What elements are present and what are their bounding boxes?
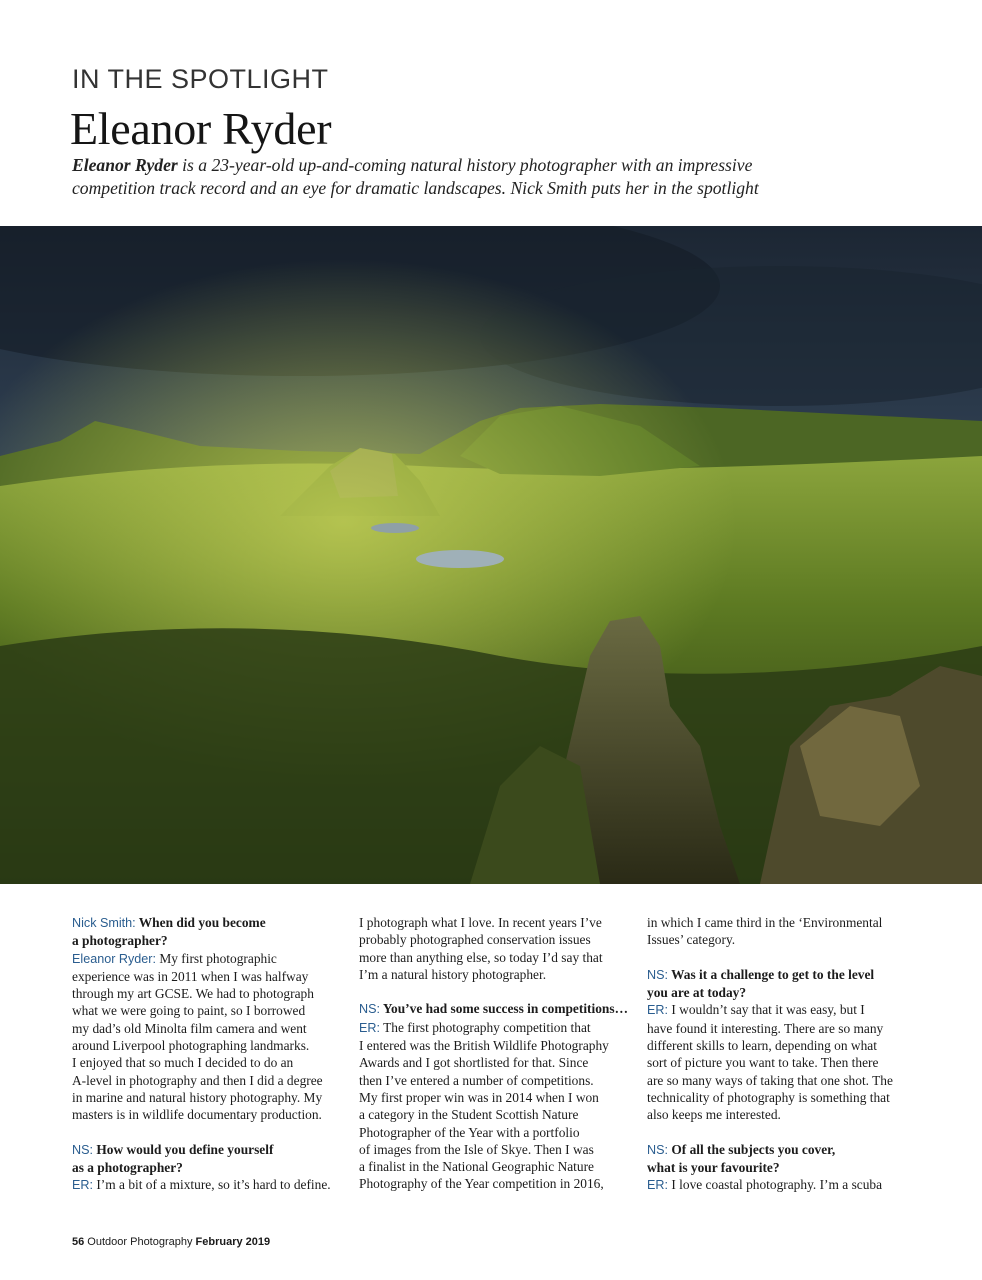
answer-text: I photograph what I love. In recent years I’ve: [359, 915, 602, 930]
speaker-label: Eleanor Ryder:: [72, 951, 156, 966]
text-line: [359, 1037, 627, 1054]
text-line: [359, 1000, 627, 1018]
text-line: [72, 1037, 340, 1054]
text-line: [647, 966, 915, 984]
section-kicker: IN THE SPOTLIGHT: [72, 64, 329, 94]
answer-text: technicality of photography is something that: [647, 1089, 890, 1105]
paragraph-gap: [647, 1124, 915, 1141]
text-line: [359, 914, 627, 931]
speaker-label: ER:: [72, 1178, 93, 1193]
question-text: Of all the subjects you cover,: [668, 1141, 836, 1157]
text-line: [647, 984, 915, 1001]
answer-text: I wouldn’t say that it was easy, but I: [668, 1002, 865, 1018]
standfirst-line-2: competition track record and an eye for dramatic landscapes. Nick Smith puts her in the spotlight: [72, 178, 759, 198]
answer-text: I love coastal photography. I’m a scuba: [668, 1177, 883, 1193]
text-line: [359, 1175, 627, 1192]
text-line: [359, 1158, 627, 1175]
question-text: a photographer?: [72, 933, 168, 949]
page-number: 56: [72, 1236, 85, 1248]
text-line: [647, 1020, 915, 1037]
text-line: [359, 1019, 627, 1037]
speaker-label: Nick Smith:: [72, 916, 136, 930]
question-text: Was it a challenge to get to the level: [668, 966, 875, 982]
answer-text: probably photographed conservation issues: [359, 932, 591, 948]
text-line: [359, 1124, 627, 1141]
speaker-label: NS:: [359, 1002, 380, 1017]
question-text: When did you become: [135, 915, 266, 930]
text-column-2: [359, 914, 627, 1193]
text-line: [647, 1072, 915, 1089]
text-line: [647, 1159, 915, 1176]
answer-text: sort of picture you want to take. Then there: [647, 1055, 879, 1071]
text-line: [359, 931, 627, 948]
question-text: you are at today?: [647, 985, 747, 1001]
text-line: [359, 966, 627, 983]
question-text: How would you define yourself: [93, 1141, 274, 1157]
text-column-1: [72, 914, 340, 1195]
text-line: [72, 1176, 340, 1194]
answer-text: around Liverpool photographing landmarks.: [72, 1038, 310, 1054]
answer-text: different skills to learn, depending on what: [647, 1038, 877, 1054]
text-line: [72, 950, 340, 968]
text-line: [359, 949, 627, 966]
issue-date: February 2019: [195, 1236, 271, 1248]
answer-text: Photographer of the Year with a portfolio: [359, 1124, 580, 1140]
page-footer: [72, 1236, 270, 1248]
text-line: [359, 1089, 627, 1106]
answer-text: what we were going to paint, so I borrowed: [72, 1003, 306, 1019]
answer-text: a finalist in the National Geographic Nature: [359, 1159, 594, 1175]
speaker-label: ER:: [359, 1020, 380, 1035]
text-line: [72, 1020, 340, 1037]
speaker-label: NS:: [647, 967, 668, 982]
answer-text: A-level in photography and then I did a degree: [72, 1072, 323, 1088]
article-title: Eleanor Ryder: [70, 103, 332, 154]
text-line: [72, 1072, 340, 1089]
speaker-label: ER:: [647, 1178, 668, 1193]
answer-text: masters is in wildlife documentary production.: [72, 1107, 322, 1123]
text-line: [359, 1054, 627, 1071]
answer-text: more than anything else, so today I’d say that: [359, 949, 603, 965]
answer-text: Issues’ category.: [647, 932, 736, 948]
text-line: [647, 1001, 915, 1019]
text-line: [72, 968, 340, 985]
answer-text: of images from the Isle of Skye. Then I was: [359, 1141, 594, 1157]
text-line: [72, 1159, 340, 1176]
answer-text: Awards and I got shortlisted for that. Since: [359, 1055, 589, 1071]
answer-text: through my art GCSE. We had to photograph: [72, 986, 314, 1002]
paragraph-gap: [647, 949, 915, 966]
answer-text: My first photographic: [156, 950, 277, 966]
standfirst-name: Eleanor Ryder: [72, 155, 178, 175]
answer-text: I entered was the British Wildlife Photography: [359, 1038, 609, 1054]
answer-text: The first photography competition that: [380, 1019, 591, 1035]
paragraph-gap: [359, 983, 627, 1000]
answer-text: then I’ve entered a number of competitions.: [359, 1072, 594, 1088]
text-line: [647, 1037, 915, 1054]
standfirst-line-1: Eleanor Ryder is a 23-year-old up-and-coming natural history photographer with an impressive: [72, 155, 753, 175]
text-line: [72, 1089, 340, 1106]
text-line: [72, 1002, 340, 1019]
question-text: as a photographer?: [72, 1160, 183, 1176]
text-line: [647, 1141, 915, 1159]
answer-text: in which I came third in the ‘Environmental: [647, 915, 883, 930]
answer-text: also keeps me interested.: [647, 1107, 781, 1123]
text-line: [72, 985, 340, 1002]
text-line: [72, 914, 340, 932]
text-line: [647, 1054, 915, 1071]
text-line: [359, 1106, 627, 1123]
paragraph-gap: [72, 1124, 340, 1141]
question-text: You’ve had some success in competitions…: [380, 1001, 628, 1017]
text-line: [72, 1054, 340, 1071]
text-line: [72, 1141, 340, 1159]
answer-text: a category in the Student Scottish Nature: [359, 1107, 579, 1123]
standfirst: [72, 154, 872, 200]
text-line: [72, 1106, 340, 1123]
text-line: [72, 932, 340, 949]
text-line: [359, 1141, 627, 1158]
answer-text: I enjoyed that so much I decided to do an: [72, 1055, 294, 1071]
speaker-label: NS:: [647, 1142, 668, 1157]
text-line: [647, 931, 915, 948]
answer-text: My first proper win was in 2014 when I won: [359, 1089, 599, 1105]
magazine-name: Outdoor Photography: [84, 1236, 196, 1248]
text-line: [647, 1176, 915, 1194]
landscape-photo: [0, 226, 982, 884]
answer-text: I’m a natural history photographer.: [359, 966, 547, 982]
question-text: what is your favourite?: [647, 1160, 780, 1176]
answer-text: experience was in 2011 when I was halfway: [72, 968, 309, 984]
text-line: [647, 914, 915, 931]
answer-text: I’m a bit of a mixture, so it’s hard to define.: [93, 1177, 331, 1193]
answer-text: Photography of the Year competition in 2016,: [359, 1176, 604, 1192]
speaker-label: NS:: [72, 1142, 93, 1157]
answer-text: are so many ways of taking that one shot. The: [647, 1072, 893, 1088]
answer-text: my dad’s old Minolta film camera and went: [72, 1020, 307, 1036]
speaker-label: ER:: [647, 1003, 668, 1018]
text-column-3: [647, 914, 915, 1195]
answer-text: in marine and natural history photography. My: [72, 1089, 323, 1105]
text-line: [359, 1072, 627, 1089]
text-line: [647, 1089, 915, 1106]
answer-text: have found it interesting. There are so many: [647, 1020, 884, 1036]
text-line: [647, 1106, 915, 1123]
